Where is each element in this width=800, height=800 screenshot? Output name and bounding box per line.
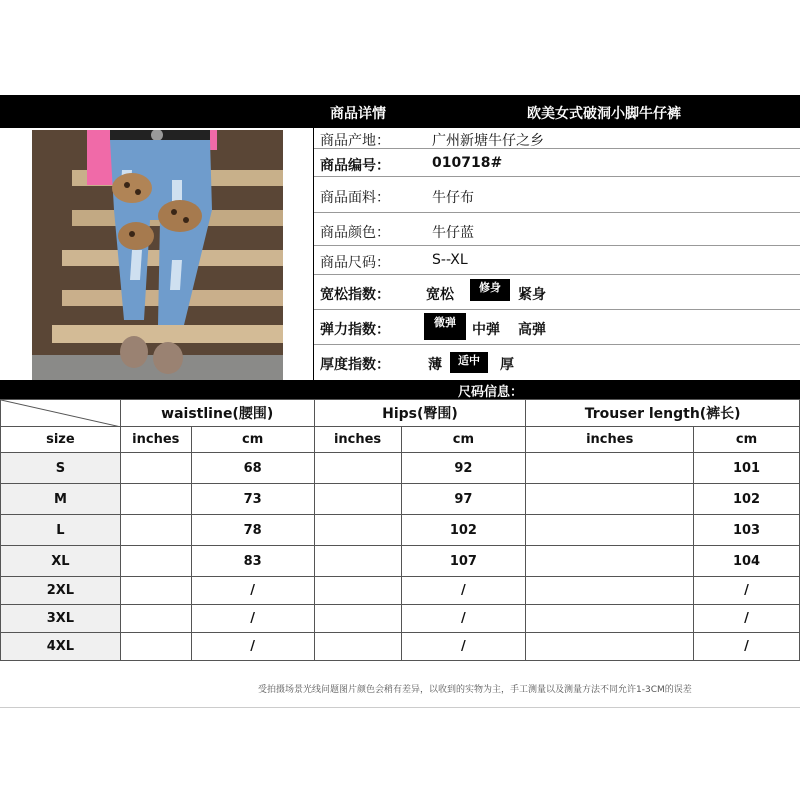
waist-group-header: waistline(腰围)	[120, 400, 314, 427]
size-table-body	[1, 453, 800, 661]
fit-loose: 宽松	[426, 287, 454, 303]
origin-value: 广州新塘牛仔之乡	[432, 133, 544, 149]
size-info-title: 尺码信息：	[458, 385, 524, 400]
hips-cm-cell: 107	[401, 546, 526, 577]
footnote	[0, 666, 800, 708]
fabric-value: 牛仔布	[432, 190, 474, 206]
hips-inches-cell	[314, 515, 401, 546]
hips-cm-cell: /	[401, 605, 526, 633]
hips-inches-cell	[314, 577, 401, 605]
code-label: 商品编号：	[320, 158, 390, 174]
stretch-label: 弹力指数：	[320, 322, 390, 338]
size-cell: 4XL	[1, 633, 121, 661]
product-name: 欧美女式破洞小脚牛仔裤	[527, 106, 681, 122]
hips-cm-header: cm	[401, 427, 526, 453]
color-label: 商品颜色：	[320, 225, 390, 241]
code-value: 010718#	[432, 155, 503, 171]
size-range-value: S--XL	[432, 252, 468, 268]
size-cell: L	[1, 515, 121, 546]
product-photo	[32, 130, 283, 381]
hips-inches-cell	[314, 546, 401, 577]
code-row	[314, 149, 800, 177]
length-inches-cell	[526, 633, 694, 661]
waist-cm-cell: 73	[191, 484, 314, 515]
waist-cm-cell: /	[191, 633, 314, 661]
fabric-label: 商品面料：	[320, 190, 390, 206]
fit-label: 宽松指数：	[320, 287, 390, 303]
length-inches-cell	[526, 577, 694, 605]
size-cell: S	[1, 453, 121, 484]
waist-inches-cell	[120, 484, 191, 515]
color-row	[314, 213, 800, 246]
length-cm-cell: /	[694, 605, 800, 633]
length-cm-cell: /	[694, 577, 800, 605]
footnote-text: 受拍摄场景光线问题图片颜色会稍有差异，以收到的实物为主，手工测量以及测量方法不同允许1-3CM的误差	[258, 685, 692, 695]
fit-slim-selected: 修身	[470, 279, 510, 301]
table-row	[1, 633, 800, 661]
size-range-label: 商品尺码：	[320, 255, 390, 271]
table-row	[1, 484, 800, 515]
hips-cm-cell: /	[401, 633, 526, 661]
hips-cm-cell: 92	[401, 453, 526, 484]
thickness-label: 厚度指数：	[320, 357, 390, 373]
hips-inches-header: inches	[314, 427, 401, 453]
thickness-thin: 薄	[428, 357, 442, 373]
length-inches-cell	[526, 515, 694, 546]
waist-inches-cell	[120, 453, 191, 484]
stretch-row	[314, 310, 800, 345]
origin-label: 商品产地：	[320, 133, 390, 149]
hips-cm-cell: 97	[401, 484, 526, 515]
waist-inches-cell	[120, 577, 191, 605]
thickness-thick: 厚	[500, 357, 514, 373]
table-row	[1, 515, 800, 546]
size-column-header: size	[1, 427, 121, 453]
waist-cm-cell: 78	[191, 515, 314, 546]
waist-cm-cell: /	[191, 605, 314, 633]
thickness-mid-selected: 适中	[450, 352, 488, 373]
waist-cm-cell: 68	[191, 453, 314, 484]
size-cell: 2XL	[1, 577, 121, 605]
waist-cm-cell: 83	[191, 546, 314, 577]
waist-inches-cell	[120, 605, 191, 633]
table-row	[1, 546, 800, 577]
size-table-group-header	[1, 400, 800, 427]
waist-inches-cell	[120, 546, 191, 577]
hips-inches-cell	[314, 633, 401, 661]
fit-tight: 紧身	[518, 287, 546, 303]
waist-inches-cell	[120, 515, 191, 546]
hips-inches-cell	[314, 453, 401, 484]
table-row	[1, 605, 800, 633]
size-info-bar	[0, 380, 800, 399]
stretch-micro-selected: 微弹	[424, 313, 466, 340]
table-row	[1, 453, 800, 484]
size-table-unit-header	[1, 427, 800, 453]
length-inches-cell	[526, 453, 694, 484]
length-cm-cell: 101	[694, 453, 800, 484]
waist-inches-cell	[120, 633, 191, 661]
size-cell: XL	[1, 546, 121, 577]
fabric-row	[314, 177, 800, 213]
hips-cm-cell: 102	[401, 515, 526, 546]
size-table	[0, 399, 800, 661]
length-inches-header: inches	[526, 427, 694, 453]
size-cell: 3XL	[1, 605, 121, 633]
corner-cell	[1, 400, 121, 427]
origin-row	[314, 128, 800, 149]
fit-row	[314, 275, 800, 310]
stretch-mid: 中弹	[472, 322, 500, 338]
length-cm-cell: 104	[694, 546, 800, 577]
product-info-panel	[313, 128, 800, 380]
hips-group-header: Hips(臀围)	[314, 400, 526, 427]
stretch-high: 高弹	[518, 322, 546, 338]
hips-inches-cell	[314, 484, 401, 515]
waist-cm-cell: /	[191, 577, 314, 605]
length-cm-cell: 102	[694, 484, 800, 515]
length-cm-cell: 103	[694, 515, 800, 546]
header-bar	[0, 95, 800, 128]
table-row	[1, 577, 800, 605]
size-range-row	[314, 246, 800, 275]
waist-cm-header: cm	[191, 427, 314, 453]
hips-cm-cell: /	[401, 577, 526, 605]
header-title: 商品详情	[330, 106, 386, 122]
length-group-header: Trouser length(裤长)	[526, 400, 800, 427]
thickness-row	[314, 345, 800, 380]
waist-inches-header: inches	[120, 427, 191, 453]
length-inches-cell	[526, 484, 694, 515]
color-value: 牛仔蓝	[432, 225, 474, 241]
length-cm-cell: /	[694, 633, 800, 661]
size-cell: M	[1, 484, 121, 515]
hips-inches-cell	[314, 605, 401, 633]
length-cm-header: cm	[694, 427, 800, 453]
length-inches-cell	[526, 605, 694, 633]
length-inches-cell	[526, 546, 694, 577]
